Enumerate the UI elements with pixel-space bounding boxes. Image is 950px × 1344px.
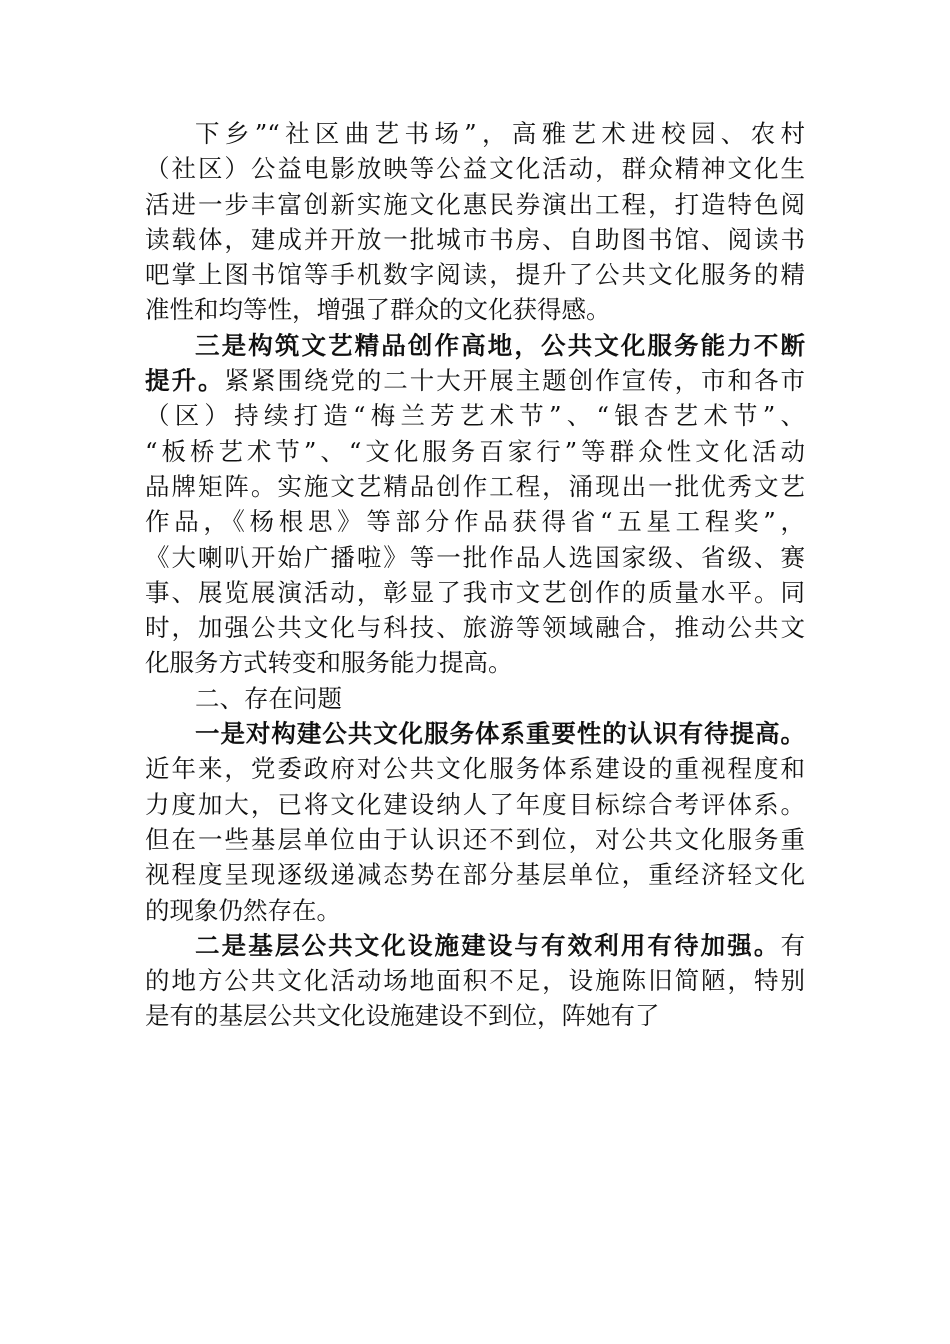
- text-fragment: 紧紧围绕党的二十大开展主题创作宣传，市和各市: [224, 366, 805, 396]
- section-heading: 二、存在问题: [195, 683, 342, 713]
- text-line: “板桥艺术节”、“文化服务百家行”等群众性文化活动: [145, 436, 805, 466]
- text-line: 作品，《杨根思》等部分作品获得省“五星工程奖”，: [145, 507, 805, 537]
- text-line: 事、展览展演活动，彰显了我市文艺创作的质量水平。同: [145, 577, 805, 607]
- text-line: （区）持续打造“梅兰芳艺术节”、“银杏艺术节”、: [145, 401, 805, 431]
- text-line: 时，加强公共文化与科技、旅游等领域融合，推动公共文: [145, 613, 805, 643]
- paragraph-facilities: [145, 928, 805, 1034]
- paragraph-literary-works: [145, 328, 805, 681]
- text-line: 读载体，建成并开放一批城市书房、自助图书馆、阅读书: [145, 224, 805, 254]
- text-fragment: 有: [780, 930, 805, 960]
- paragraph-awareness: [145, 716, 805, 928]
- text-line: [145, 928, 805, 963]
- text-line: 品牌矩阵。实施文艺精品创作工程，涌现出一批优秀文艺: [145, 471, 805, 501]
- text-line: 吧掌上图书馆等手机数字阅读，提升了公共文化服务的精: [145, 260, 805, 290]
- document-body: [145, 116, 805, 1034]
- text-line: 近年来，党委政府对公共文化服务体系建设的重视程度和: [145, 754, 805, 784]
- text-line: 化服务方式转变和服务能力提高。: [145, 648, 513, 678]
- text-line: [145, 363, 805, 398]
- paragraph-cultural-activities: [145, 116, 805, 328]
- text-line: 的地方公共文化活动场地面积不足，设施陈旧简陋，特别: [145, 966, 805, 996]
- text-line: 活进一步丰富创新实施文化惠民券演出工程，打造特色阅: [145, 189, 805, 219]
- paragraph-heading: 三是构筑文艺精品创作高地，公共文化服务能力不断: [195, 330, 805, 360]
- text-line: 但在一些基层单位由于认识还不到位，对公共文化服务重: [145, 824, 805, 854]
- text-line: 视程度呈现逐级递减态势在部分基层单位，重经济轻文化: [145, 860, 805, 890]
- text-line: 的现象仍然存在。: [145, 895, 341, 925]
- paragraph-heading-end: 提升。: [145, 366, 225, 396]
- text-line: 《大喇叭开始广播啦》等一批作品人选国家级、省级、赛: [145, 542, 805, 572]
- text-line: 是有的基层公共文化设施建设不到位，阵她有了: [145, 1001, 660, 1031]
- text-line: （社区）公益电影放映等公益文化活动，群众精神文化生: [145, 154, 805, 184]
- paragraph-heading: 二是基层公共文化设施建设与有效利用有待加强。: [195, 930, 781, 960]
- text-line: 力度加大，已将文化建设纳人了年度目标综合考评体系。: [145, 789, 805, 819]
- text-line: 下乡”“社区曲艺书场”，高雅艺术进校园、农村: [195, 119, 805, 148]
- paragraph-heading: 一是对构建公共文化服务体系重要性的认识有待提高。: [195, 719, 805, 749]
- text-line: 准性和均等性，增强了群众的文化获得感。: [145, 295, 611, 325]
